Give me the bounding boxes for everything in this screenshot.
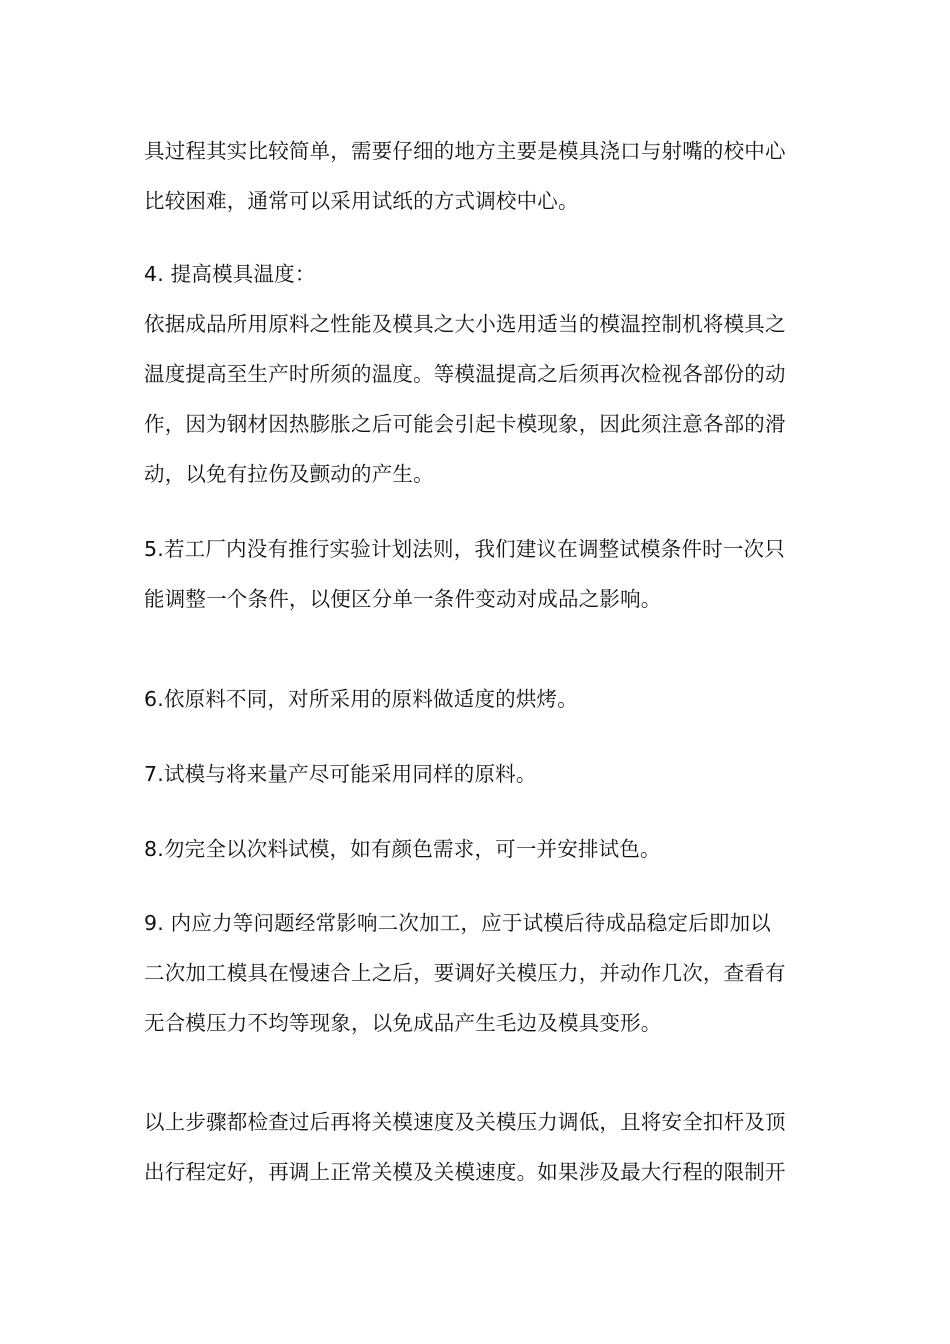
section-heading: 4. 提高模具温度：	[144, 262, 316, 286]
paragraph-line: 9. 内应力等问题经常影响二次加工，应于试模后待成品稳定后即加以	[144, 911, 771, 935]
paragraph-line: 具过程其实比较简单，需要仔细的地方主要是模具浇口与射嘴的校中心	[144, 139, 786, 163]
paragraph-line: 比较困难，通常可以采用试纸的方式调校中心。	[144, 189, 579, 213]
paragraph-line: 能调整一个条件，以便区分单一条件变动对成品之影响。	[144, 587, 662, 611]
paragraph-line: 8.勿完全以次料试模，如有颜色需求，可一并安排试色。	[144, 837, 661, 861]
paragraph-line: 动，以免有拉伤及颤动的产生。	[144, 462, 434, 486]
paragraph-line: 依据成品所用原料之性能及模具之大小选用适当的模温控制机将模具之	[144, 312, 786, 336]
paragraph-line: 5.若工厂内没有推行实验计划法则，我们建议在调整试模条件时一次只	[144, 537, 785, 561]
paragraph-line: 7.试模与将来量产尽可能采用同样的原料。	[144, 762, 537, 786]
paragraph-line: 作，因为钢材因热膨胀之后可能会引起卡模现象，因此须注意各部的滑	[144, 412, 786, 436]
paragraph-line: 6.依原料不同，对所采用的原料做适度的烘烤。	[144, 687, 578, 711]
paragraph-line: 无合模压力不均等现象，以免成品产生毛边及模具变形。	[144, 1011, 662, 1035]
paragraph-line: 出行程定好，再调上正常关模及关模速度。如果涉及最大行程的限制开	[144, 1160, 786, 1184]
paragraph-line: 二次加工模具在慢速合上之后，要调好关模压力，并动作几次，查看有	[144, 961, 786, 985]
paragraph-line: 温度提高至生产时所须的温度。等模温提高之后须再次检视各部份的动	[144, 362, 786, 386]
paragraph-line: 以上步骤都检查过后再将关模速度及关模压力调低，且将安全扣杆及顶	[144, 1110, 786, 1134]
